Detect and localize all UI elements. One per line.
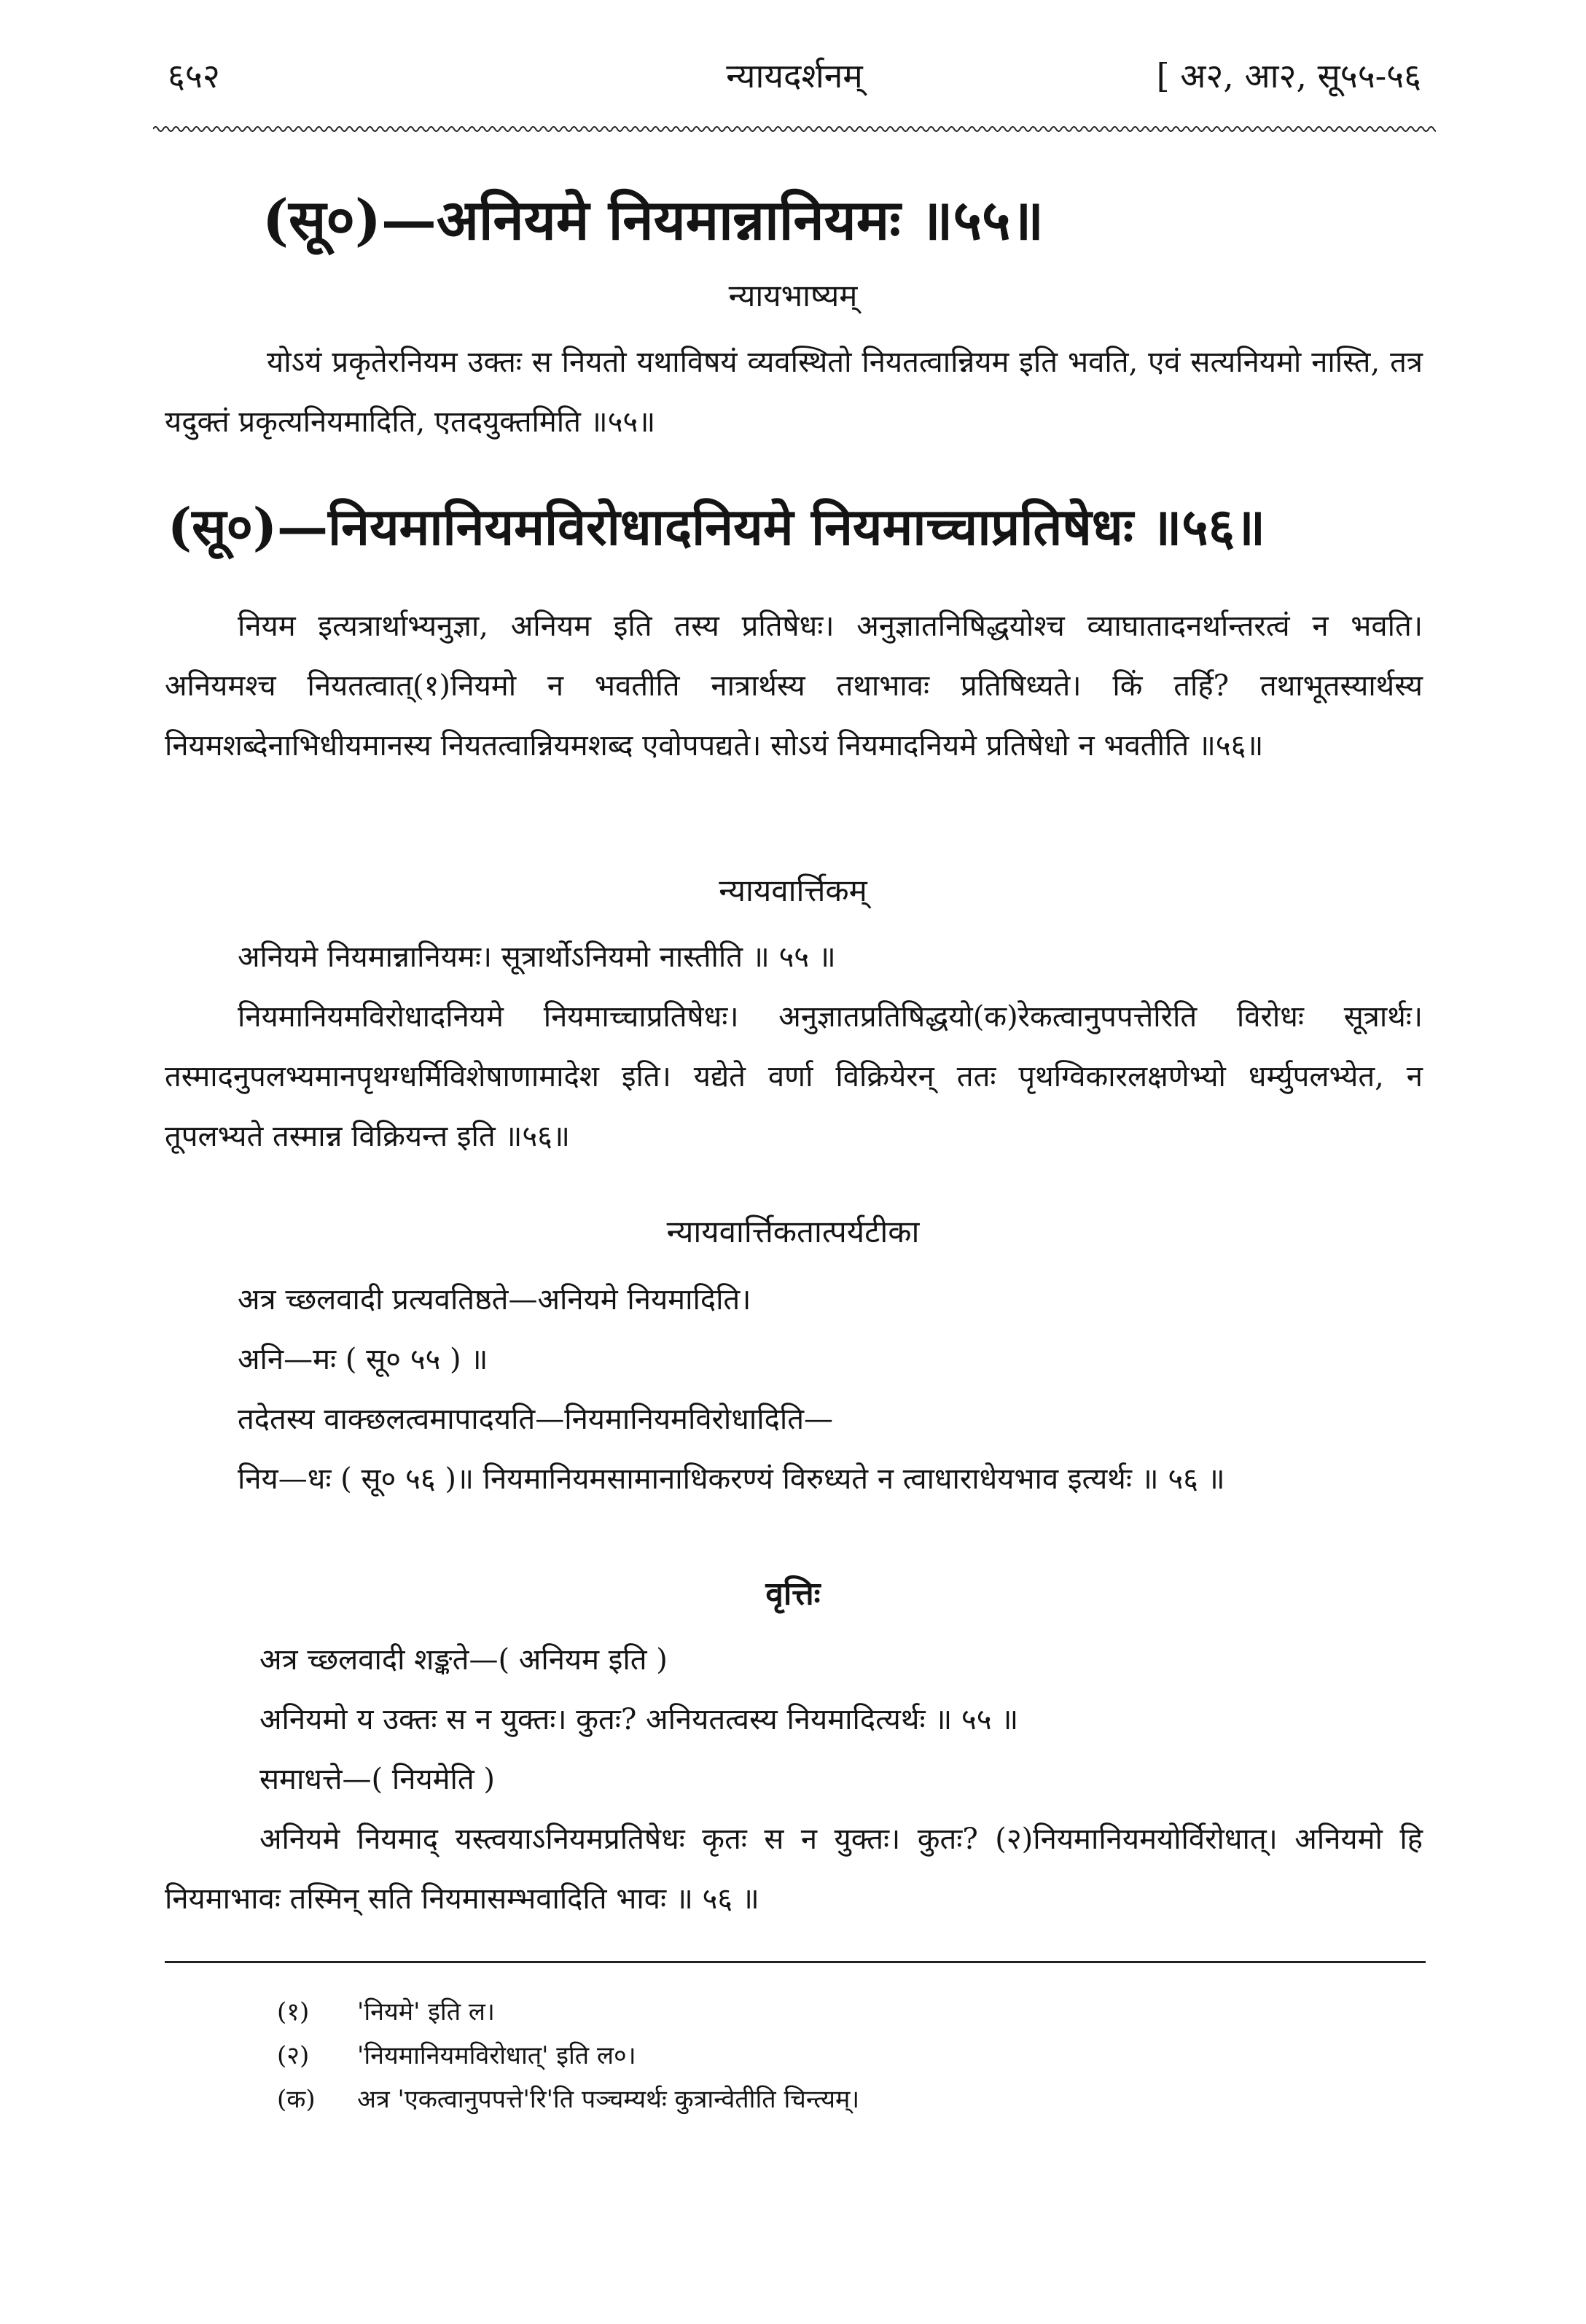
footnote bbox=[277, 2078, 1370, 2121]
heading-vritti: वृत्तिः bbox=[765, 1575, 821, 1613]
footnote bbox=[277, 1990, 1370, 2034]
heading-nyaya-vartika: न्यायवार्त्तिकम् bbox=[719, 873, 867, 908]
page-header bbox=[168, 52, 1421, 111]
footnote-text: 'नियमे' इति ल। bbox=[357, 1997, 495, 2027]
page-number: ६५२ bbox=[168, 56, 220, 95]
vartika-56-paragraph: नियमानियमविरोधादनियमे नियमाच्चाप्रतिषेधः। अनुज्ञातप्रतिषिद्धयो(क)रेकत्वानुपपत्तेरिति विरोधः सूत्रार्थः। तस्मादनुपलभ्यमानपृथग्धर्मिविशेषाणामादेश इति। यद्येते वर्णा विक्रियेरन् ततः पृथग्विकारलक्षणेभ्यो धर्म्युपलभ्येत, न तूपलभ्यते तस्मान्न विक्रियन्त इति ॥५६॥ bbox=[165, 1000, 1423, 1153]
section-reference: [ अ२, आ२, सू५५-५६ bbox=[1156, 56, 1421, 95]
footnote bbox=[277, 2034, 1370, 2078]
footnote-mark: (१) bbox=[277, 1997, 310, 2027]
running-title: न्यायदर्शनम् bbox=[726, 56, 863, 95]
tika-line-2: अनि—मः ( सू० ५५ ) ॥ bbox=[238, 1343, 488, 1376]
heading-nyaya-bhashya: न्यायभाष्यम् bbox=[728, 278, 858, 313]
vritti-line-2: अनियमो य उक्तः स न युक्तः। कुतः? अनियतत्वस्य नियमादित्यर्थः ॥ ५५ ॥ bbox=[259, 1703, 1019, 1736]
tika-line-1: अत्र च्छलवादी प्रत्यवतिष्ठते—अनियमे नियमादिति। bbox=[238, 1283, 751, 1317]
footnotes bbox=[277, 1990, 1370, 2121]
vritti-paragraph-4: अनियमे नियमाद् यस्त्वयाऽनियमप्रतिषेधः कृतः स न युक्तः। कुतः? (२)नियमानियमयोर्विरोधात्। अनियमो हि नियमाभावः तस्मिन् सति नियमासम्भवादिति भावः ॥ ५६ ॥ bbox=[165, 1822, 1423, 1916]
sutra-56: (सू०)—नियमानियमविरोधादनियमे नियमाच्चाप्रतिषेधः ॥५६॥ bbox=[168, 496, 1266, 557]
tika-line-4: निय—धः ( सू० ५६ )॥ नियमानियमसामानाधिकरण्यं विरुध्यते न त्वाधाराधेयभाव इत्यर्थः ॥ ५६ ॥ bbox=[238, 1462, 1225, 1496]
vritti-line-1: अत्र च्छलवादी शङ्कते—( अनियम इति ) bbox=[259, 1643, 668, 1677]
vritti-line-3: समाधत्ते—( नियमेति ) bbox=[259, 1763, 496, 1796]
tika-line-3: तदेतस्य वाक्छलत्वमापादयति—नियमानियमविरोधादिति— bbox=[238, 1403, 833, 1436]
heading-tatparya-tika: न्यायवार्त्तिकतात्पर्यटीका bbox=[666, 1214, 920, 1249]
vartika-55-line: अनियमे नियमान्नानियमः। सूत्रार्थोऽनियमो नास्तीति ॥ ५५ ॥ bbox=[238, 940, 836, 974]
footnote-mark: (क) bbox=[277, 2085, 316, 2114]
footnote-mark: (२) bbox=[277, 2041, 310, 2070]
bhashya-55-paragraph: योऽयं प्रकृतेरनियम उक्तः स नियतो यथाविषयं व्यवस्थितो नियतत्वान्नियम इति भवति, एवं सत्यनियमो नास्ति, तत्र यदुक्तं प्रकृत्यनियमादिति, एतदयुक्तमिति ॥५५॥ bbox=[165, 346, 1423, 439]
footnote-rule bbox=[165, 1961, 1426, 1963]
tika-block bbox=[165, 1270, 1423, 1509]
header-wavy-rule bbox=[153, 124, 1436, 134]
footnote-text: 'नियमानियमविरोधात्' इति ल०। bbox=[357, 2041, 636, 2070]
sutra-55: (सू०)—अनियमे नियमान्नानियमः ॥५५॥ bbox=[262, 187, 1044, 252]
footnote-text: अत्र 'एकत्वानुपपत्ते'रि'ति पञ्चम्यर्थः कुत्रान्वेतीति चिन्त्यम्। bbox=[357, 2085, 860, 2114]
bhashya-56-paragraph: नियम इत्यत्रार्थाभ्यनुज्ञा, अनियम इति तस्य प्रतिषेधः। अनुज्ञातनिषिद्धयोश्च व्याघातादनर्थान्तरत्वं न भवति। अनियमश्च नियतत्वात्(१)नियमो न भवतीति नात्रार्थस्य तथाभावः प्रतिषिध्यते। किं तर्हि? तथाभूतस्यार्थस्य नियमशब्देनाभिधीयमानस्य नियतत्वान्नियमशब्द एवोपपद्यते। सोऽयं नियमादनियमे प्रतिषेधो न भवतीति ॥५६॥ bbox=[165, 609, 1423, 763]
